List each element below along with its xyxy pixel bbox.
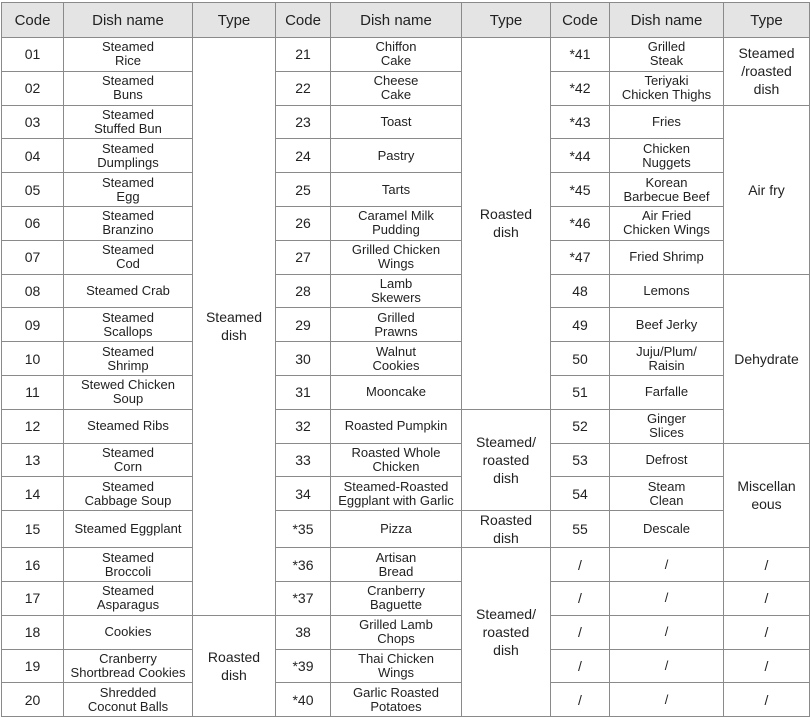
dish-code: *47 (551, 240, 610, 274)
table-row (2, 615, 810, 649)
dish-name-line: / (664, 590, 669, 606)
dish-name-line: Grilled Chicken (351, 242, 441, 258)
dish-code: 33 (276, 443, 331, 477)
dish-name-line: Steamed (101, 583, 155, 599)
dish-name-line: Korean (645, 174, 688, 190)
dish-name-line: / (664, 624, 669, 640)
dish-name (610, 240, 724, 274)
dish-name (64, 477, 193, 511)
dish-code: 02 (2, 71, 64, 105)
dish-name-line: Steamed Ribs (87, 418, 169, 434)
dish-type-line: Steamed (205, 309, 263, 326)
dish-code: 14 (2, 477, 64, 511)
dish-name (64, 342, 193, 376)
dish-name-line: Steamed (101, 174, 155, 190)
dish-type-line: dish (221, 327, 247, 344)
dish-code: / (551, 649, 610, 683)
table-row (2, 511, 810, 548)
table-row (2, 274, 810, 308)
dish-type (724, 683, 810, 717)
dish-type-line: Roasted (207, 648, 261, 665)
dish-code: 28 (276, 274, 331, 308)
dish-type-line: dish (493, 642, 519, 659)
dish-code: 25 (276, 173, 331, 207)
dish-code: 27 (276, 240, 331, 274)
dish-name (64, 38, 193, 72)
dish-code: *42 (551, 71, 610, 105)
dish-code: 23 (276, 105, 331, 139)
dish-code: 22 (276, 71, 331, 105)
dish-type-line: dish (221, 666, 247, 683)
dish-name-line: Teriyaki (644, 73, 689, 89)
table-row (2, 443, 810, 477)
dish-name (610, 443, 724, 477)
dish-name (331, 409, 462, 443)
table-row (2, 173, 810, 207)
dish-name-line: Grilled (647, 39, 686, 55)
table-row (2, 206, 810, 240)
dish-type (724, 38, 810, 106)
dish-code: 07 (2, 240, 64, 274)
dish-name (610, 477, 724, 511)
dish-name (64, 615, 193, 649)
dish-type (193, 38, 276, 616)
dish-name (610, 105, 724, 139)
table-row (2, 683, 810, 717)
dish-code: 21 (276, 38, 331, 72)
dish-name (64, 683, 193, 717)
dish-name (610, 409, 724, 443)
dish-name (64, 581, 193, 615)
dish-name-line: Steamed (101, 444, 155, 460)
table-row (2, 139, 810, 173)
dish-name (331, 308, 462, 342)
dish-name-line: Steamed (101, 208, 155, 224)
dish-name (64, 649, 193, 683)
dish-name (64, 206, 193, 240)
dish-code: 29 (276, 308, 331, 342)
dish-name-line: Pizza (380, 521, 412, 537)
dish-name-line: Garlic Roasted (353, 684, 439, 700)
dish-name-line: Ginger (646, 411, 687, 427)
dish-name-line: Steak (649, 53, 684, 69)
table-row (2, 105, 810, 139)
dish-name-line: Prawns (374, 323, 418, 339)
dish-type (462, 38, 551, 410)
table-row (2, 548, 810, 582)
dish-type (724, 581, 810, 615)
dish-type-line: Steamed/ (476, 433, 536, 450)
dish-type (724, 615, 810, 649)
dish-code: *44 (551, 139, 610, 173)
dish-type-line: Steamed/ (476, 606, 536, 623)
dish-name-line: Chicken Wings (623, 222, 710, 238)
dish-code: *37 (276, 581, 331, 615)
dish-name-line: Thai Chicken (358, 650, 434, 666)
dish-name-line: Cake (380, 53, 412, 69)
header-type-1: Type (193, 3, 276, 38)
dish-name-line: Steamed (101, 549, 155, 565)
dish-code: 08 (2, 274, 64, 308)
dish-type-line: / (764, 657, 769, 674)
dish-type-line: roasted (482, 451, 530, 468)
dish-name (64, 274, 193, 308)
dish-type-line: Air fry (748, 181, 785, 198)
dish-code: 30 (276, 342, 331, 376)
dish-name-line: Caramel Milk (358, 208, 434, 224)
dish-name-line: Buns (113, 87, 143, 103)
dish-name-line: Slices (649, 425, 684, 441)
header-row (2, 3, 810, 38)
dish-name-line: Wings (377, 256, 415, 272)
table-row (2, 240, 810, 274)
dish-name (610, 38, 724, 72)
dish-name (610, 139, 724, 173)
dish-code: 54 (551, 477, 610, 511)
dish-name (331, 548, 462, 582)
dish-name (331, 206, 462, 240)
dish-name-line: Toast (380, 113, 412, 129)
dish-type-line: dish (753, 81, 780, 98)
dish-name-line: Egg (116, 188, 140, 204)
dish-name-line: Raisin (648, 357, 685, 373)
dish-name (610, 308, 724, 342)
dish-name (331, 511, 462, 548)
dish-name (331, 274, 462, 308)
dish-name-line: / (664, 556, 669, 572)
dish-name (64, 105, 193, 139)
dish-type-line: /roasted (741, 63, 792, 80)
dish-code: *41 (551, 38, 610, 72)
dish-name-line: Steamed (101, 242, 155, 258)
dish-name (331, 105, 462, 139)
dish-name-line: Farfalle (644, 384, 689, 400)
dish-name-line: Lemons (643, 282, 690, 298)
dish-name (331, 683, 462, 717)
dish-name-line: Rice (114, 53, 141, 69)
dish-code: *35 (276, 511, 331, 548)
dish-name-line: / (664, 657, 669, 673)
dish-type (462, 511, 551, 548)
header-dish-name-3: Dish name (610, 3, 724, 38)
table-row (2, 477, 810, 511)
dish-name-line: Steamed Crab (86, 282, 170, 298)
dish-name (610, 274, 724, 308)
dish-type (724, 548, 810, 582)
dish-name-line: Cranberry (99, 650, 157, 666)
dish-name (64, 548, 193, 582)
table-body (2, 38, 810, 717)
dish-code: / (551, 548, 610, 582)
dish-code: 51 (551, 375, 610, 409)
dish-name-line: Bread (378, 563, 414, 579)
dish-name-line: Pastry (377, 147, 415, 163)
dish-name-line: Barbecue Beef (623, 188, 710, 204)
dish-name-line: Tarts (381, 181, 411, 197)
dish-type (193, 615, 276, 716)
dish-code: 13 (2, 443, 64, 477)
dish-name (64, 173, 193, 207)
dish-code: 17 (2, 581, 64, 615)
dish-name-line: Roasted Pumpkin (344, 418, 448, 434)
dish-code: *46 (551, 206, 610, 240)
dish-name-line: Chops (377, 631, 415, 647)
dish-name (64, 443, 193, 477)
dish-name-line: Defrost (645, 451, 688, 467)
dish-type-line: / (764, 691, 769, 708)
dish-name-line: Steamed Eggplant (74, 521, 182, 537)
dish-name (64, 511, 193, 548)
dish-type-line: Roasted (479, 206, 533, 223)
dish-name-line: Steamed (101, 309, 155, 325)
dish-name-line: Stuffed Bun (94, 120, 162, 136)
dish-code: 19 (2, 649, 64, 683)
dish-name (331, 443, 462, 477)
header-type-2: Type (462, 3, 551, 38)
dish-code: 49 (551, 308, 610, 342)
dish-type (724, 274, 810, 443)
dish-name (610, 375, 724, 409)
dish-name (331, 342, 462, 376)
dish-name (64, 139, 193, 173)
dish-code: 48 (551, 274, 610, 308)
dish-name (331, 581, 462, 615)
dish-name (331, 139, 462, 173)
dish-type (462, 409, 551, 510)
dish-name-line: Soup (112, 391, 144, 407)
dish-code: 09 (2, 308, 64, 342)
dish-name-line: Cod (116, 256, 140, 272)
dish-code: / (551, 615, 610, 649)
dish-name-line: Steamed (101, 343, 155, 359)
dish-code: 20 (2, 683, 64, 717)
dish-name (610, 173, 724, 207)
dish-type-line: Dehydrate (734, 350, 799, 367)
dish-name (331, 375, 462, 409)
dish-code: 06 (2, 206, 64, 240)
dish-name (610, 649, 724, 683)
dish-type-line: / (764, 624, 769, 641)
dish-name (64, 375, 193, 409)
dish-name (331, 649, 462, 683)
dish-code: 12 (2, 409, 64, 443)
dish-name-line: Potatoes (370, 698, 422, 714)
dish-name-line: Grilled Lamb (359, 617, 433, 633)
dish-name-line: Eggplant with Garlic (338, 492, 454, 508)
dish-name (610, 548, 724, 582)
dish-code: 50 (551, 342, 610, 376)
dish-code: 53 (551, 443, 610, 477)
table-row (2, 409, 810, 443)
dish-name-line: Grilled (377, 309, 415, 325)
dish-name (331, 173, 462, 207)
dish-name-line: Skewers (371, 289, 421, 305)
dish-name (331, 240, 462, 274)
dish-name-line: Chicken (643, 140, 690, 156)
dish-name-line: / (664, 691, 669, 707)
dish-name-line: Descale (643, 521, 690, 537)
dish-name-line: Cookies (104, 624, 152, 640)
dish-code: 18 (2, 615, 64, 649)
dish-code: 01 (2, 38, 64, 72)
dish-type (724, 105, 810, 274)
dish-type-line: Roasted (479, 512, 533, 529)
dish-name-line: Corn (113, 458, 143, 474)
header-code-3: Code (551, 3, 610, 38)
dish-code: 32 (276, 409, 331, 443)
dish-name-line: Beef Jerky (635, 316, 698, 332)
dish-code: 31 (276, 375, 331, 409)
dish-name (64, 240, 193, 274)
dish-name-line: Clean (649, 492, 684, 508)
dish-name-line: Lamb (379, 275, 413, 291)
dish-name-line: Steamed (101, 140, 155, 156)
dish-code: 03 (2, 105, 64, 139)
dish-code: 34 (276, 477, 331, 511)
dish-type-line: dish (493, 224, 519, 241)
dish-name-line: Baguette (369, 597, 423, 613)
dish-name-line: Cabbage Soup (84, 492, 172, 508)
dish-code: *45 (551, 173, 610, 207)
table-row (2, 308, 810, 342)
dish-code: / (551, 683, 610, 717)
dish-name (610, 206, 724, 240)
table-row (2, 38, 810, 72)
header-dish-name-2: Dish name (331, 3, 462, 38)
dish-code: 11 (2, 375, 64, 409)
dish-name (610, 683, 724, 717)
dish-name-line: Steamed-Roasted (343, 478, 449, 494)
dish-name-line: Steamed (101, 39, 155, 55)
dish-name-line: Dumplings (97, 154, 159, 170)
dish-name-line: Cranberry (367, 583, 425, 599)
dish-name (331, 38, 462, 72)
dish-code: *36 (276, 548, 331, 582)
dish-type-line: / (764, 556, 769, 573)
dish-code: 04 (2, 139, 64, 173)
dish-name-line: Nuggets (642, 154, 691, 170)
dish-name-line: Walnut (376, 343, 416, 359)
dish-name-line: Wings (377, 664, 415, 680)
dish-code: 55 (551, 511, 610, 548)
dish-name-line: Chicken Thighs (621, 87, 712, 103)
dish-name-line: Steamed (101, 73, 155, 89)
dish-type-line: Steamed (738, 45, 795, 62)
dish-name-line: Juju/Plum/ (636, 343, 697, 359)
dish-name-line: Mooncake (366, 384, 426, 400)
dish-name (610, 615, 724, 649)
dish-code: 38 (276, 615, 331, 649)
dish-name (64, 308, 193, 342)
dish-code: 05 (2, 173, 64, 207)
dish-type-line: dish (493, 530, 519, 547)
dish-name (610, 511, 724, 548)
dish-name (331, 71, 462, 105)
dish-name (331, 615, 462, 649)
dish-name-line: Roasted Whole (351, 444, 441, 460)
dish-name-line: Coconut Balls (87, 698, 169, 714)
dish-code: *40 (276, 683, 331, 717)
dish-name-line: Shrimp (107, 357, 149, 373)
dish-name-line: Cheese (373, 73, 419, 89)
header-type-3: Type (724, 3, 810, 38)
table-row (2, 649, 810, 683)
header-dish-name-1: Dish name (64, 3, 193, 38)
dish-name-line: Scallops (103, 323, 153, 339)
dish-type (724, 443, 810, 548)
dish-name-line: Steam (647, 478, 686, 494)
table-row (2, 342, 810, 376)
dish-name-line: Artisan (375, 549, 417, 565)
dish-code: 10 (2, 342, 64, 376)
dish-name-line: Steamed (101, 478, 155, 494)
dish-code: 24 (276, 139, 331, 173)
dish-name-line: Air Fried (641, 208, 692, 224)
dish-name-line: Stewed Chicken (81, 377, 175, 393)
dish-name (64, 409, 193, 443)
header-code-1: Code (2, 3, 64, 38)
dish-name (610, 71, 724, 105)
table-row (2, 71, 810, 105)
dish-name-line: Cake (380, 87, 412, 103)
dish-code: *43 (551, 105, 610, 139)
dish-type-line: dish (493, 469, 519, 486)
dish-type (462, 548, 551, 717)
dish-name-line: Cookies (372, 357, 420, 373)
menu-code-table (1, 2, 810, 717)
dish-code: 15 (2, 511, 64, 548)
dish-code: / (551, 581, 610, 615)
dish-code: 52 (551, 409, 610, 443)
dish-name-line: Broccoli (104, 563, 152, 579)
dish-name-line: Steamed (101, 106, 155, 122)
dish-code: 26 (276, 206, 331, 240)
dish-name (610, 342, 724, 376)
dish-type-line: eous (751, 496, 782, 513)
dish-name-line: Chiffon (375, 39, 417, 55)
dish-type-line: Miscellan (737, 478, 796, 495)
dish-name-line: Shredded (99, 684, 157, 700)
dish-type-line: roasted (482, 624, 530, 641)
table-row (2, 581, 810, 615)
dish-code: *39 (276, 649, 331, 683)
dish-name (331, 477, 462, 511)
dish-name-line: Fries (652, 113, 681, 129)
header-code-2: Code (276, 3, 331, 38)
dish-name-line: Pudding (372, 222, 420, 238)
dish-name-line: Chicken (372, 458, 420, 474)
dish-name-line: Shortbread Cookies (70, 664, 186, 680)
table-row (2, 375, 810, 409)
dish-name-line: Branzino (102, 222, 154, 238)
dish-name-line: Asparagus (96, 597, 160, 613)
dish-type-line: / (764, 590, 769, 607)
dish-name (610, 581, 724, 615)
dish-name (64, 71, 193, 105)
dish-name-line: Fried Shrimp (629, 249, 704, 265)
dish-code: 16 (2, 548, 64, 582)
dish-type (724, 649, 810, 683)
